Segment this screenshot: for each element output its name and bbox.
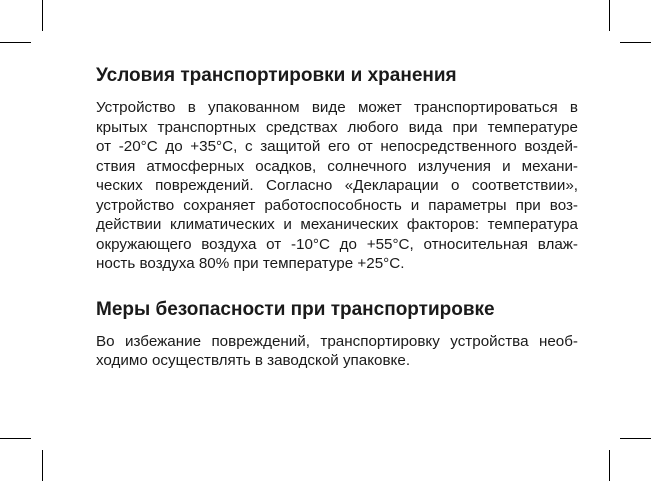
section-transport-safety — [96, 298, 578, 371]
body-line: окружающего воздуха от -10°С до +55°С, относительная влаж- — [96, 235, 578, 253]
body-line: Во избежание повреждений, транспортировку устройства необ- — [96, 332, 578, 350]
section-body — [96, 332, 578, 371]
crop-mark-top-right-vertical — [609, 0, 610, 31]
crop-mark-bottom-left-vertical — [42, 450, 43, 481]
body-line: от -20°С до +35°С, с защитой его от непосредственного воздей- — [96, 138, 578, 155]
crop-mark-top-left-vertical — [42, 0, 43, 31]
section-title: Условия транспортировки и хранения — [96, 65, 457, 86]
crop-mark-bottom-right-horizontal — [620, 438, 651, 439]
crop-mark-top-right-horizontal — [620, 42, 651, 43]
body-line: крытых транспортных средствах любого вида при температуре — [96, 118, 578, 136]
section-body — [96, 98, 578, 274]
crop-mark-bottom-left-horizontal — [0, 438, 31, 439]
body-line: ходимо осуществлять в заводской упаковке. — [96, 352, 411, 369]
crop-mark-top-left-horizontal — [0, 42, 31, 43]
body-line: ствия атмосферных осадков, солнечного излучения и механи- — [96, 157, 578, 175]
body-line: ность воздуха 80% при температуре +25°С. — [96, 255, 405, 272]
body-line: устройство сохраняет работоспособность и параметры при воз- — [96, 196, 578, 214]
crop-mark-bottom-right-vertical — [609, 450, 610, 481]
body-line: действии климатических и механических факторов: температура — [96, 216, 578, 233]
section-title: Меры безопасности при транспортировке — [96, 298, 495, 320]
document-page — [96, 64, 578, 371]
body-line: ческих повреждений. Согласно «Декларации о соответствии», — [96, 177, 578, 194]
section-transport-storage — [96, 64, 578, 274]
body-line: Устройство в упакованном виде может транспортироваться в — [96, 99, 578, 116]
